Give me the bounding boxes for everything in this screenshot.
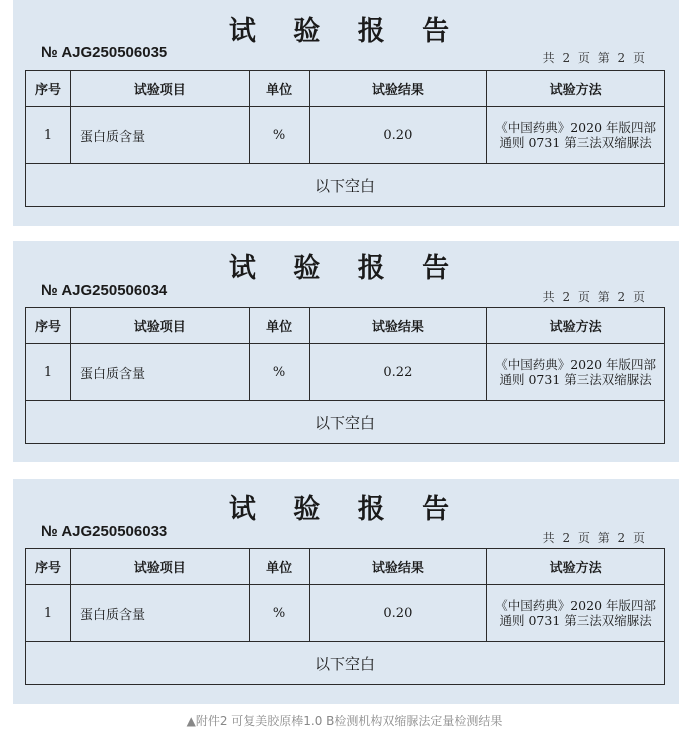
header-method: 试验方法	[487, 71, 665, 107]
page-info: 共 2 页 第 2 页	[542, 51, 645, 65]
report-title: 试 验 报 告	[228, 253, 464, 284]
report-title: 试 验 报 告	[228, 16, 464, 47]
cell-index: 1	[26, 107, 71, 164]
results-table	[25, 307, 665, 444]
table-row	[26, 107, 665, 164]
header-method: 试验方法	[487, 308, 665, 344]
cell-index: 1	[26, 344, 71, 401]
table-row	[26, 344, 665, 401]
figure-caption: ▲附件2 可复美胶原棒1.0 B检测机构双缩脲法定量检测结果	[186, 714, 503, 728]
test-report-3	[13, 479, 679, 704]
report-number: № AJG250506033	[41, 523, 168, 540]
cell-unit: %	[249, 585, 309, 642]
cell-method: 《中国药典》2020 年版四部通则 0731 第三法双缩脲法	[487, 344, 665, 401]
header-unit: 单位	[249, 308, 309, 344]
header-result: 试验结果	[309, 308, 487, 344]
blank-note: 以下空白	[26, 401, 665, 444]
blank-row	[26, 642, 665, 685]
cell-unit: %	[249, 107, 309, 164]
header-method: 试验方法	[487, 549, 665, 585]
results-table	[25, 548, 665, 685]
page-info: 共 2 页 第 2 页	[542, 290, 645, 304]
header-result: 试验结果	[309, 549, 487, 585]
header-item: 试验项目	[70, 71, 249, 107]
header-unit: 单位	[249, 549, 309, 585]
cell-method: 《中国药典》2020 年版四部通则 0731 第三法双缩脲法	[487, 585, 665, 642]
table-row	[26, 585, 665, 642]
test-report-2	[13, 241, 679, 462]
cell-result: 0.20	[309, 585, 487, 642]
table-header-row	[26, 308, 665, 344]
cell-result: 0.22	[309, 344, 487, 401]
page-info: 共 2 页 第 2 页	[542, 531, 645, 545]
blank-note: 以下空白	[26, 164, 665, 207]
header-index: 序号	[26, 549, 71, 585]
results-table	[25, 70, 665, 207]
cell-item: 蛋白质含量	[70, 344, 249, 401]
header-result: 试验结果	[309, 71, 487, 107]
report-title: 试 验 报 告	[228, 494, 464, 525]
header-item: 试验项目	[70, 549, 249, 585]
blank-note: 以下空白	[26, 642, 665, 685]
cell-index: 1	[26, 585, 71, 642]
table-header-row	[26, 549, 665, 585]
report-number: № AJG250506034	[41, 282, 168, 299]
report-number: № AJG250506035	[41, 44, 168, 61]
test-report-1	[13, 0, 679, 226]
blank-row	[26, 164, 665, 207]
table-header-row	[26, 71, 665, 107]
cell-item: 蛋白质含量	[70, 585, 249, 642]
blank-row	[26, 401, 665, 444]
cell-result: 0.20	[309, 107, 487, 164]
header-index: 序号	[26, 71, 71, 107]
cell-item: 蛋白质含量	[70, 107, 249, 164]
header-unit: 单位	[249, 71, 309, 107]
header-item: 试验项目	[70, 308, 249, 344]
cell-unit: %	[249, 344, 309, 401]
cell-method: 《中国药典》2020 年版四部通则 0731 第三法双缩脲法	[487, 107, 665, 164]
header-index: 序号	[26, 308, 71, 344]
